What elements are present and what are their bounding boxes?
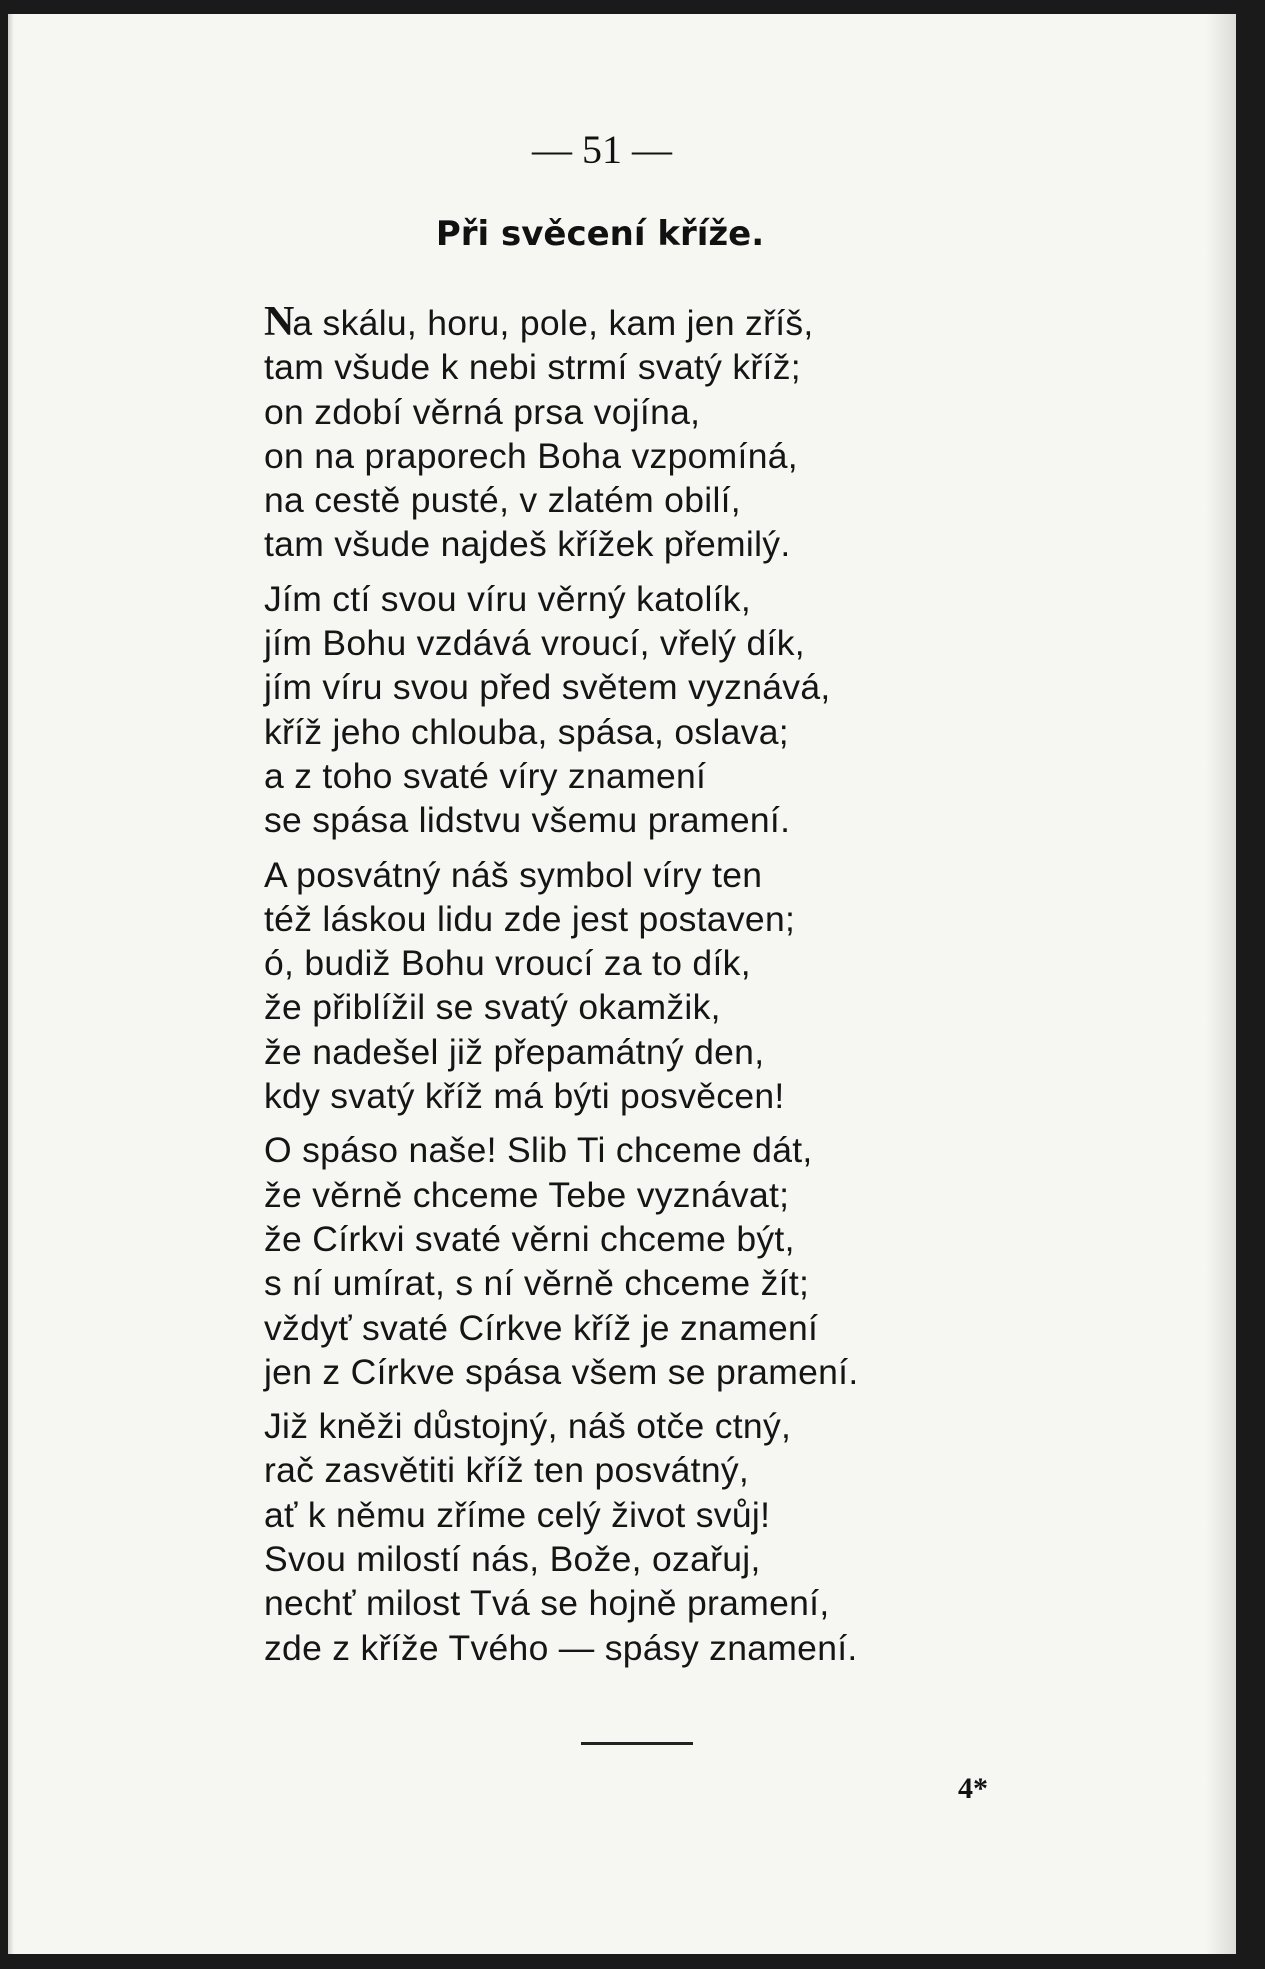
poem-line: jím Bohu vzdává vroucí, vřelý dík, — [264, 623, 805, 664]
page-number: — 51 — — [532, 127, 672, 172]
poem-line: rač zasvětiti kříž ten posvátný, — [264, 1450, 750, 1491]
poem-line: že přiblížil se svatý okamžik, — [264, 987, 721, 1028]
poem-line: ó, budiž Bohu vroucí za to dík, — [264, 943, 751, 984]
poem-line: tam všude najdeš křížek přemilý. — [264, 524, 791, 565]
poem-line: tam všude k nebi strmí svatý kříž; — [264, 347, 801, 388]
poem-line: on zdobí věrná prsa vojína, — [264, 391, 701, 432]
closing-rule — [581, 1742, 693, 1745]
poem-line: vždyť svaté Církve kříž je znamení — [264, 1307, 819, 1348]
poem-line: kříž jeho chlouba, spása, oslava; — [264, 711, 789, 752]
poem-line: na cestě pusté, v zlatém obilí, — [264, 480, 741, 521]
poem-line: že Církvi svaté věrni chceme být, — [264, 1218, 795, 1259]
book-page — [8, 14, 1236, 1954]
stanza — [264, 1128, 1084, 1394]
poem-body — [264, 300, 1084, 1670]
poem-line: též láskou lidu zde jest postaven; — [264, 898, 796, 939]
poem-line: jen z Církve spása všem se pramení. — [264, 1351, 859, 1392]
poem-line: že nadešel již přepamátný den, — [264, 1031, 765, 1072]
printer-signature: 4* — [958, 1772, 988, 1805]
poem-line: nechť milost Tvá se hojně pramení, — [264, 1583, 830, 1624]
poem-line: jím víru svou před světem vyznává, — [264, 667, 831, 708]
stanza — [264, 1404, 1084, 1670]
poem-line: zde z kříže Tvého — spásy znamení. — [264, 1627, 858, 1668]
page-edge-shadow — [8, 14, 14, 1954]
poem-line: kdy svatý kříž má býti posvěcen! — [264, 1076, 785, 1117]
poem-line: s ní umírat, s ní věrně chceme žít; — [264, 1263, 810, 1304]
poem-line: že věrně chceme Tebe vyznávat; — [264, 1174, 790, 1215]
poem-line: Jím ctí svou víru věrný katolík, — [264, 578, 752, 619]
poem-line: Na skálu, horu, pole, kam jen zříš, — [264, 299, 814, 345]
drop-cap: N — [264, 299, 293, 345]
poem-line: a z toho svaté víry znamení — [264, 755, 707, 796]
poem-line: Již kněži důstojný, náš otče ctný, — [264, 1406, 792, 1447]
stanza — [264, 577, 1084, 843]
page-edge-shadow — [1206, 14, 1236, 1954]
poem-line: A posvátný náš symbol víry ten — [264, 854, 763, 895]
stanza — [264, 853, 1084, 1119]
poem-line: O spáso naše! Slib Ti chceme dát, — [264, 1130, 813, 1171]
poem-line: on na praporech Boha vzpomíná, — [264, 435, 798, 476]
stanza — [264, 300, 1084, 567]
poem-line: Svou milostí nás, Bože, ozařuj, — [264, 1539, 761, 1580]
poem-title: Při svěcení kříže. — [435, 214, 765, 254]
poem-line: se spása lidstvu všemu pramení. — [264, 800, 791, 841]
poem-line: ať k němu zříme celý život svůj! — [264, 1494, 771, 1535]
